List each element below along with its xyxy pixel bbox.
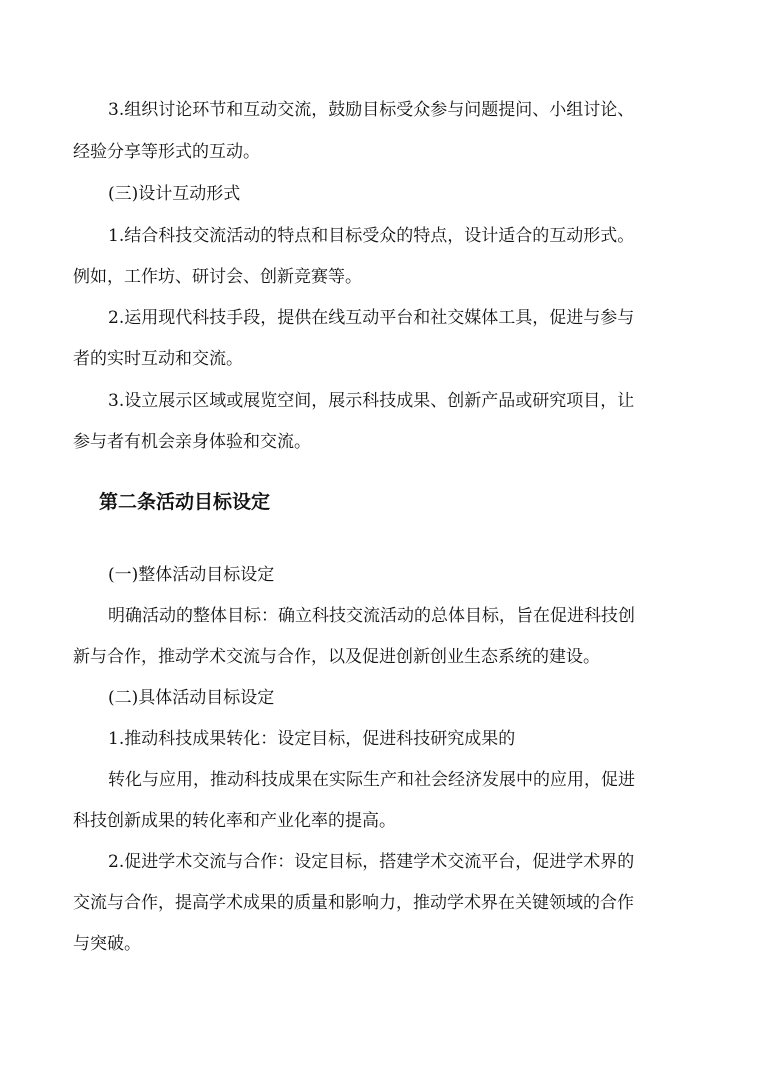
paragraph-line: 与突破。 [73,934,141,954]
subsection-heading: (一)整体活动目标设定 [108,565,275,585]
paragraph-line: 2.运用现代科技手段，提供在线互动平台和社交媒体工具，促进与参与 [108,308,635,328]
paragraph-line: 者的实时互动和交流。 [73,349,243,369]
paragraph-line: 3.组织讨论环节和互动交流，鼓励目标受众参与问题提问、小组讨论、 [108,100,635,120]
paragraph-line: 科技创新成果的转化率和产业化率的提高。 [73,811,396,831]
section-heading: 第二条活动目标设定 [99,491,271,513]
paragraph-line: 1.推动科技成果转化：设定目标，促进科技研究成果的 [108,729,516,749]
paragraph-line: 转化与应用，推动科技成果在实际生产和社会经济发展中的应用，促进 [108,770,635,790]
paragraph-line: 3.设立展示区域或展览空间，展示科技成果、创新产品或研究项目，让 [108,391,635,411]
paragraph-line: 例如，工作坊、研讨会、创新竞赛等。 [73,267,362,287]
paragraph-line: 交流与合作，提高学术成果的质量和影响力，推动学术界在关键领域的合作 [73,893,634,913]
paragraph-line: 参与者有机会亲身体验和交流。 [73,432,311,452]
subsection-heading: (三)设计互动形式 [108,184,241,204]
paragraph-line: 1.结合科技交流活动的特点和目标受众的特点，设计适合的互动形式。 [108,226,635,246]
paragraph-line: 新与合作，推动学术交流与合作，以及促进创新创业生态系统的建设。 [73,647,600,667]
subsection-heading: (二)具体活动目标设定 [108,688,275,708]
paragraph-line: 2.促进学术交流与合作：设定目标，搭建学术交流平台，促进学术界的 [108,852,635,872]
paragraph-line: 经验分享等形式的互动。 [73,142,260,162]
paragraph-line: 明确活动的整体目标：确立科技交流活动的总体目标，旨在促进科技创 [108,606,635,626]
